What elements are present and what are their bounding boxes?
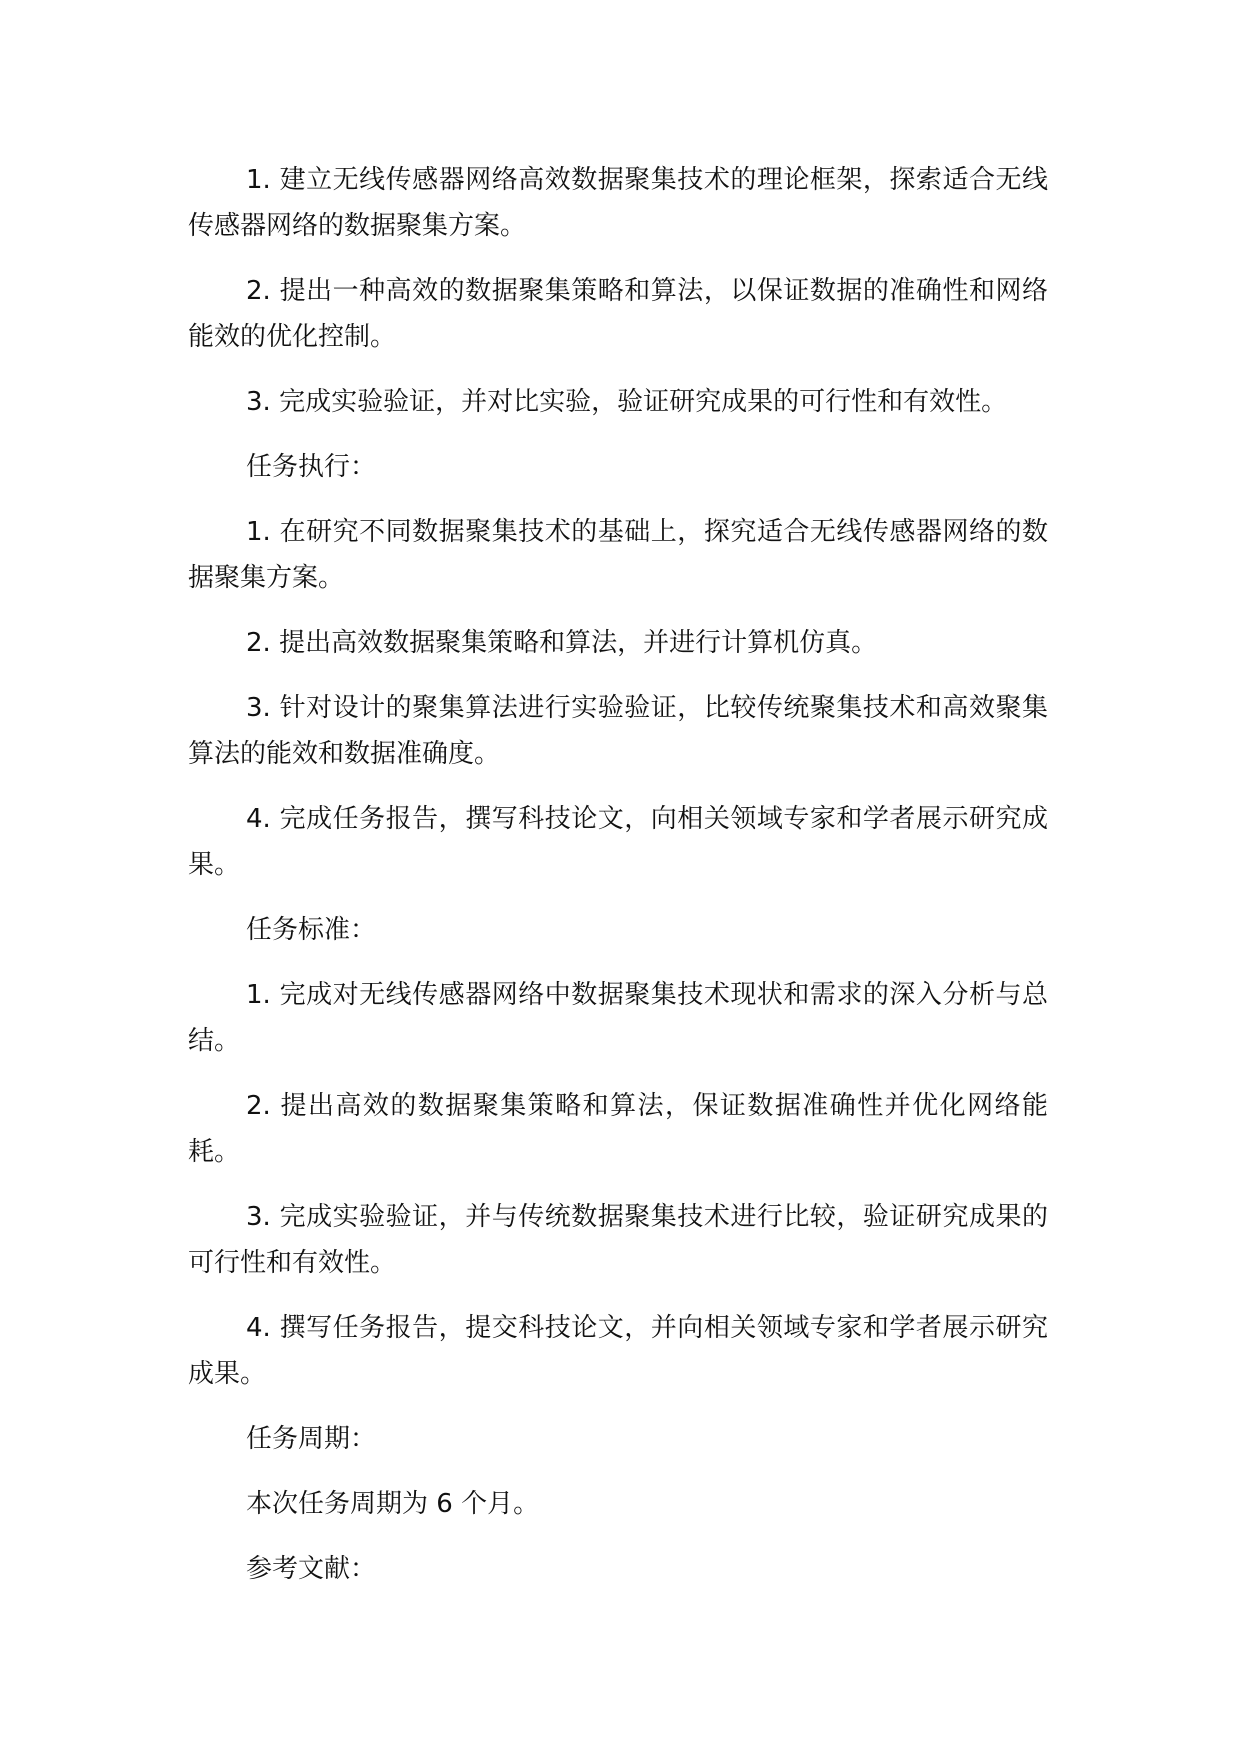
paragraph-execution-2: 2. 提出高效数据聚集策略和算法，并进行计算机仿真。	[246, 628, 878, 658]
paragraph-objective-3: 3. 完成实验验证，并对比实验，验证研究成果的可行性和有效性。	[246, 387, 1008, 417]
paragraph-objective-1: 1. 建立无线传感器网络高效数据聚集技术的理论框架，探索适合无线传感器网络的数据聚集方案。	[188, 165, 1048, 241]
paragraph-objective-2: 2. 提出一种高效的数据聚集策略和算法，以保证数据的准确性和网络能效的优化控制。	[188, 276, 1048, 352]
document-body	[188, 157, 1048, 1611]
paragraph-standard-4: 4. 撰写任务报告，提交科技论文，并向相关领域专家和学者展示研究成果。	[188, 1313, 1048, 1389]
section-heading-task-execution: 任务执行：	[246, 452, 377, 482]
section-heading-task-period: 任务周期：	[246, 1424, 377, 1454]
paragraph-execution-4: 4. 完成任务报告，撰写科技论文，向相关领域专家和学者展示研究成果。	[188, 804, 1048, 880]
paragraph-standard-2: 2. 提出高效的数据聚集策略和算法，保证数据准确性并优化网络能耗。	[188, 1091, 1048, 1167]
paragraph-standard-3: 3. 完成实验验证，并与传统数据聚集技术进行比较，验证研究成果的可行性和有效性。	[188, 1202, 1048, 1278]
section-heading-task-standards: 任务标准：	[246, 915, 377, 945]
paragraph-standard-1: 1. 完成对无线传感器网络中数据聚集技术现状和需求的深入分析与总结。	[188, 980, 1048, 1056]
paragraph-execution-3: 3. 针对设计的聚集算法进行实验验证，比较传统聚集技术和高效聚集算法的能效和数据准确度。	[188, 693, 1048, 769]
paragraph-execution-1: 1. 在研究不同数据聚集技术的基础上，探究适合无线传感器网络的数据聚集方案。	[188, 517, 1048, 593]
paragraph-period: 本次任务周期为 6 个月。	[246, 1489, 540, 1519]
section-heading-references: 参考文献：	[246, 1554, 377, 1584]
